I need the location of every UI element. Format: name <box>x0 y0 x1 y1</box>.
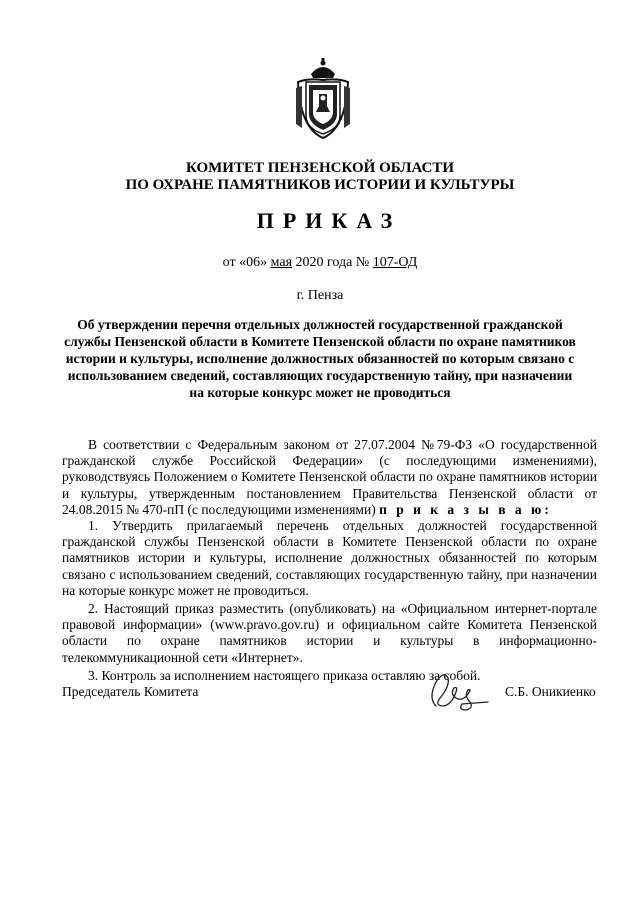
org-line-2: ПО ОХРАНЕ ПАМЯТНИКОВ ИСТОРИИ И КУЛЬТУРЫ <box>125 177 515 193</box>
order-body <box>62 437 597 684</box>
list-item: 2. Настоящий приказ разместить (опубликовать) на «Официальном интернет-портале правовой информации» (www.pravo.gov.ru) и официальном сайте Комитета Пензенской области по охране памятников истории и культуры в информационно-телекоммуникационной сети «Интернет». <box>62 601 597 665</box>
order-subject: Об утверждении перечня отдельных должностей государственной гражданской службы Пензенской области в Комитете Пензенской области по охране памятников истории и культуры, исполнение должностных обязанностей по которым связано с использованием сведений, составляющих государственную тайну, при назначении на которые конкурс может не проводиться <box>64 317 576 400</box>
list-item: 3. Контроль за исполнением настоящего приказа оставляю за собой. <box>88 667 481 683</box>
coat-of-arms-emblem <box>294 58 352 140</box>
date-year: 2020 года № <box>295 255 370 270</box>
list-item: 1. Утвердить прилагаемый перечень отдельных должностей государственной гражданской службы Пензенской области в Комитете Пензенской области по охране памятников истории и культуры, исполнение должностных обязанностей по которым связано с использованием сведений, составляющих государственную тайну, при назначении на которые конкурс может не проводиться. <box>62 518 597 598</box>
organization-name <box>0 160 640 194</box>
date-line <box>0 255 640 271</box>
order-word: п р и к а з ы в а ю: <box>379 501 552 517</box>
document-type: ПРИКАЗ <box>256 208 402 233</box>
city: г. Пенза <box>296 288 344 303</box>
org-line-1: КОМИТЕТ ПЕНЗЕНСКОЙ ОБЛАСТИ <box>185 160 455 176</box>
preamble-text: В соответствии с Федеральным законом от 27.07.2004 №79-ФЗ «О государственной гражданской службе Российской Федерации» (с последующими изменениями), руководствуясь Положением о Комитете Пензенской области по охране памятников истории и культуры, утвержденным постановлением Правительства Пензенской области от 24.08.2015 № 470-пП (с последующими изменениями) <box>62 437 597 517</box>
preamble <box>62 437 597 518</box>
date-prefix: от «06» <box>222 255 268 270</box>
signatory-name: С.Б. Оникиенко <box>505 684 596 699</box>
handwritten-signature <box>422 668 492 714</box>
signatory-title: Председатель Комитета <box>62 684 199 699</box>
date-month: мая <box>270 255 293 270</box>
order-number: 107-ОД <box>372 255 418 270</box>
